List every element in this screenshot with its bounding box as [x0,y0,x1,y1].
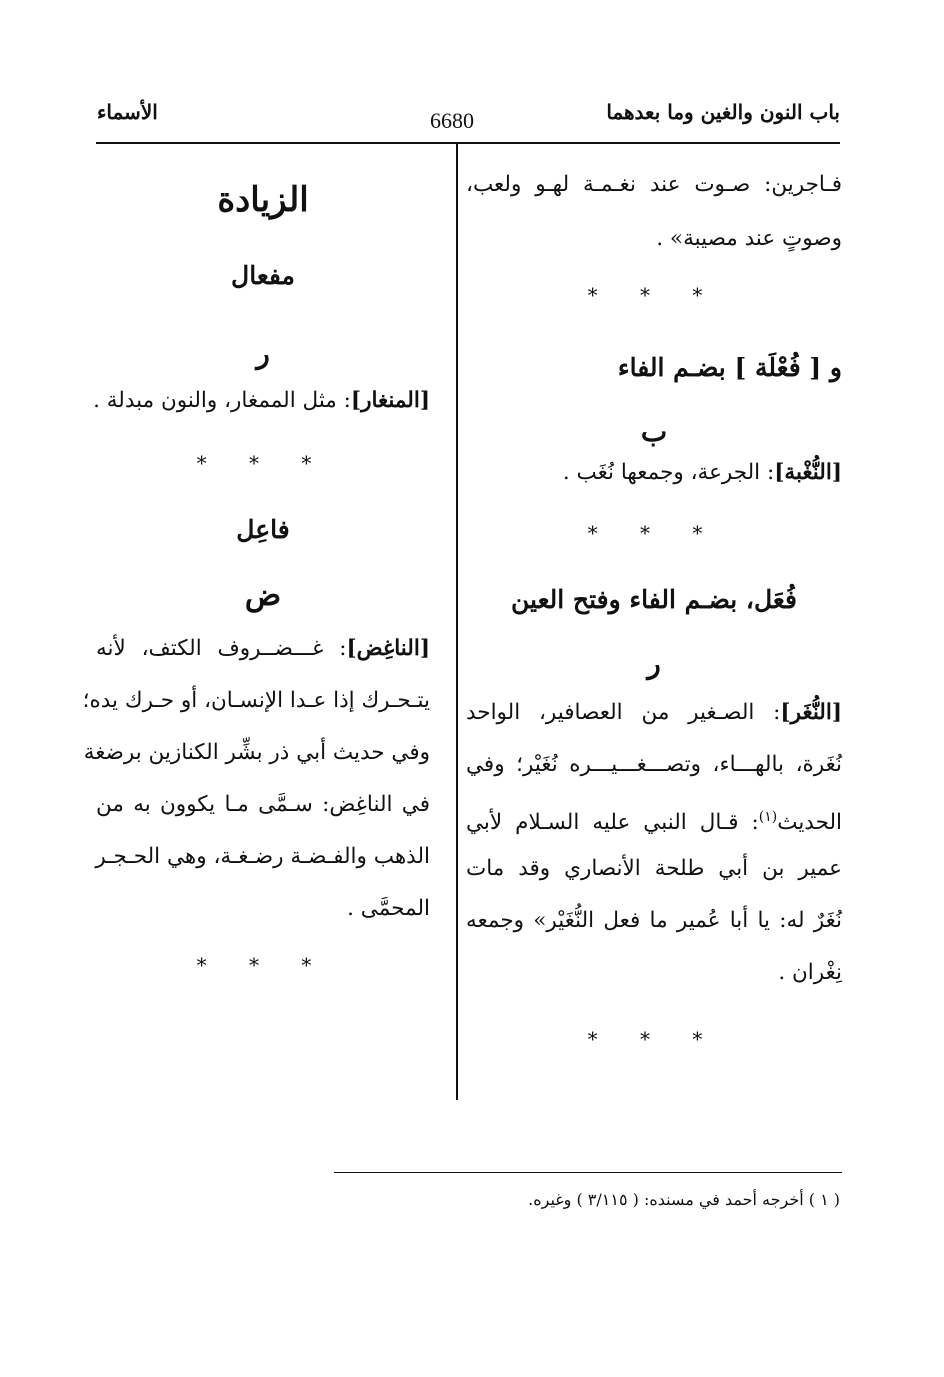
running-header-chapter: باب النون والغين وما بعدهما [606,100,840,124]
section-title: الزيادة [217,180,309,220]
section-separator: * * * [587,521,721,545]
header-rule [96,142,840,144]
entry-definition: : غـــضــروف الكتف، لأنه [96,636,347,661]
running-header-section: الأسماء [97,100,158,124]
text-span: الحديث [777,810,842,836]
text-line: عمير بن أبي طلحة الأنصاري وقد مات [466,856,842,881]
right-column [466,172,842,1052]
text-line [466,700,842,752]
page-number: 6680 [430,108,474,133]
entry-definition: : الصـغير من العصافير، الواحد [466,700,781,725]
text-line: نُغَرة، بالهـــاء، وتصـــغـــيـــره نُغَيْر؛ وفي [466,752,842,777]
text-line: نُغَرٌ له: يا أبا عُمير ما فعل النُّغَيْر» وجمعه [466,908,842,933]
root-letter-heading: ب [640,415,668,448]
section-separator: * * * [587,283,721,307]
entry-headword: [النُّغْبة] [774,460,842,485]
root-letter-heading: ر [647,647,661,680]
text-line: نِغْران . [778,960,842,985]
entry-headword: [المنغار] [350,388,430,413]
text-line: فـاجرين: صـوت عند نغـمـة لهـو ولعب، [466,172,842,197]
pattern-heading: و [ فُعْلَة ] بضـم الفاء [617,353,842,382]
text-line [466,804,842,856]
footnote-rule [334,1172,842,1173]
section-separator: * * * [196,451,330,475]
text-line: يتـحـرك إذا عـدا الإنسـان، أو حـرك يده؛ [82,688,430,713]
dictionary-entry [466,460,842,520]
column-divider [456,143,458,1100]
text-line: المحمَّى . [347,896,430,921]
text-span: : قـال النبي عليه السـلام لأبي [466,810,759,836]
dictionary-entry [93,388,430,450]
text-line: الذهب والفـضـة رضـغـة، وهي الحـجـر [95,844,430,869]
pattern-heading: فُعَل، بضـم الفاء وفتح العين [511,585,797,614]
text-line: وفي حديث أبي ذر بشِّر الكنازين برضغة [83,740,430,765]
entry-definition: : مثل الممغار، والنون مبدلة . [93,388,351,413]
entry-headword: [الناغِض] [346,636,430,661]
entry-headword: [النُّغَر] [780,700,842,725]
footnote: ( ١ ) أخرجه أحمد في مسنده: ( ٣/١١٥ ) وغيره. [528,1190,840,1209]
left-column [82,172,430,978]
text-line: في الناغِض: سـمَّى مـا يكوون به من [96,792,430,817]
text-line [96,636,430,688]
footnote-reference: (١) [758,809,778,825]
root-letter-heading: ض [244,578,282,613]
pattern-heading: مفعال [231,261,295,290]
pattern-heading: فاعِل [236,515,290,544]
entry-definition: : الجرعة، وجمعها نُغَب . [562,460,775,485]
text-line: وصوتٍ عند مصيبة» . [656,226,842,251]
root-letter-heading: ر [256,337,270,370]
section-separator: * * * [196,953,330,977]
section-separator: * * * [587,1027,721,1051]
